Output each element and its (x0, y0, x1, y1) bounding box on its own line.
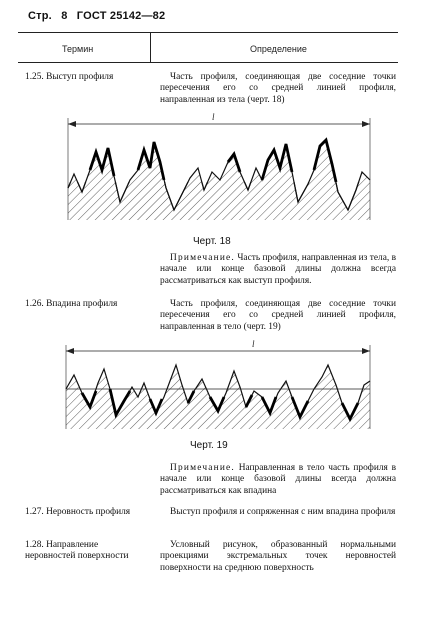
table-column-divider (150, 32, 151, 62)
note-label: Примечание. (170, 253, 235, 263)
arrowhead-left (66, 348, 74, 354)
figure-18-profile (52, 110, 388, 228)
term-1-28: 1.28. Направление неровностей поверхности (25, 540, 129, 562)
table-header-rule (18, 62, 398, 63)
term-1-25: 1.25. Выступ профиля (25, 72, 114, 82)
definition-1-26: Часть профиля, соединяющая две соседние точки пересечения его со средней линией профиля, направленная в тело (черт. 19) (160, 299, 396, 332)
note-text: Направленная в тело часть профиля в начале или конце базовой длины всегда должна рассматриваться как впадина (160, 463, 397, 496)
definition-1-25: Часть профиля, соединяющая две соседние точки пересечения его со средней линией профиля, направленная из тела (черт. 18) (160, 72, 396, 105)
figure-19-profile (52, 337, 388, 437)
arrowhead-right (362, 348, 370, 354)
page-label: Стр. (28, 10, 52, 22)
standard-code: ГОСТ 25142—82 (76, 10, 166, 22)
material-hatching (68, 140, 370, 220)
column-header-definition: Определение (250, 44, 307, 54)
note-1-25 (160, 253, 396, 287)
definition-1-28: Условный рисунок, образованный нормальными проекциями экстремальных точек неровностей поверхности на среднюю поверхность (160, 540, 396, 573)
term-1-27: 1.27. Неровность профиля (25, 507, 131, 517)
definition-1-27: Выступ профиля и сопряженная с ним впадина профиля (170, 507, 396, 517)
note-1-26 (160, 463, 396, 497)
term-1-26: 1.26. Впадина профиля (25, 299, 118, 309)
base-length-label: l (212, 112, 215, 122)
base-length-label: l (252, 339, 255, 349)
column-header-term: Термин (62, 44, 94, 54)
figure-18-caption: Черт. 18 (193, 236, 231, 247)
note-text: Часть профиля, направленная из тела, в начале или конце базовой длины должна всегда рассматриваться как выступ профиля. (160, 253, 397, 286)
arrowhead-right (362, 121, 370, 127)
page-header (28, 10, 171, 22)
note-label: Примечание. (170, 463, 235, 473)
table-top-rule (18, 32, 398, 33)
page-number: 8 (61, 10, 68, 22)
figure-19-caption: Черт. 19 (190, 440, 228, 451)
arrowhead-left (68, 121, 76, 127)
